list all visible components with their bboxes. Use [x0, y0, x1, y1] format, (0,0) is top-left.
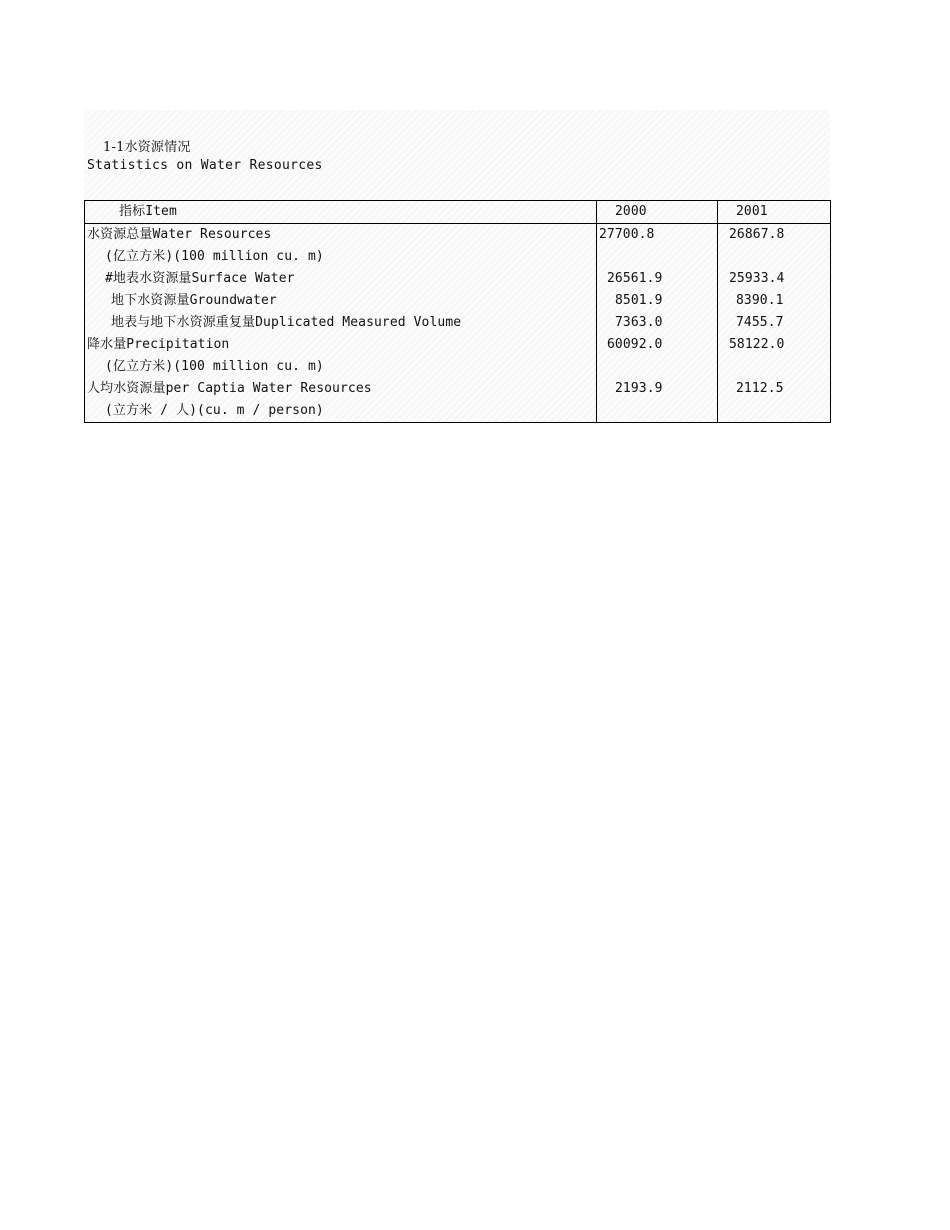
value-2000	[597, 400, 718, 423]
table-title-chinese: 1-1水资源情况	[103, 140, 191, 155]
value-2000: 27700.8	[597, 224, 718, 247]
value-2001: 2112.5	[718, 378, 831, 400]
value-2001: 25933.4	[718, 268, 831, 290]
table-row	[85, 356, 831, 378]
value-2001: 26867.8	[718, 224, 831, 247]
row-label: 水资源总量Water Resources	[85, 224, 597, 247]
table-row	[85, 400, 831, 423]
value-2001: 7455.7	[718, 312, 831, 334]
value-2001	[718, 356, 831, 378]
value-2001	[718, 246, 831, 268]
value-2001: 58122.0	[718, 334, 831, 356]
row-label: (立方米 / 人)(cu. m / person)	[85, 400, 597, 423]
header-year-2001: 2001	[718, 201, 831, 224]
row-label: 降水量Precipitation	[85, 334, 597, 356]
header-year-2000: 2000	[597, 201, 718, 224]
table-row	[85, 268, 831, 290]
row-label: 地表与地下水资源重复量Duplicated Measured Volume	[85, 312, 597, 334]
value-2000: 2193.9	[597, 378, 718, 400]
row-label: (亿立方米)(100 million cu. m)	[85, 246, 597, 268]
value-2000: 7363.0	[597, 312, 718, 334]
value-2001: 8390.1	[718, 290, 831, 312]
value-2000	[597, 246, 718, 268]
value-2000	[597, 356, 718, 378]
table-row	[85, 334, 831, 356]
row-label: (亿立方米)(100 million cu. m)	[85, 356, 597, 378]
water-resources-table	[84, 200, 831, 423]
value-2001	[718, 400, 831, 423]
value-2000: 8501.9	[597, 290, 718, 312]
header-row	[85, 201, 831, 224]
table-row	[85, 378, 831, 400]
table-row	[85, 312, 831, 334]
value-2000: 60092.0	[597, 334, 718, 356]
table-row	[85, 290, 831, 312]
header-item: 指标Item	[85, 201, 597, 224]
row-label: #地表水资源量Surface Water	[85, 268, 597, 290]
table-title-english: Statistics on Water Resources	[87, 158, 323, 173]
row-label: 地下水资源量Groundwater	[85, 290, 597, 312]
table-row	[85, 224, 831, 247]
value-2000: 26561.9	[597, 268, 718, 290]
row-label: 人均水资源量per Captia Water Resources	[85, 378, 597, 400]
table-row	[85, 246, 831, 268]
